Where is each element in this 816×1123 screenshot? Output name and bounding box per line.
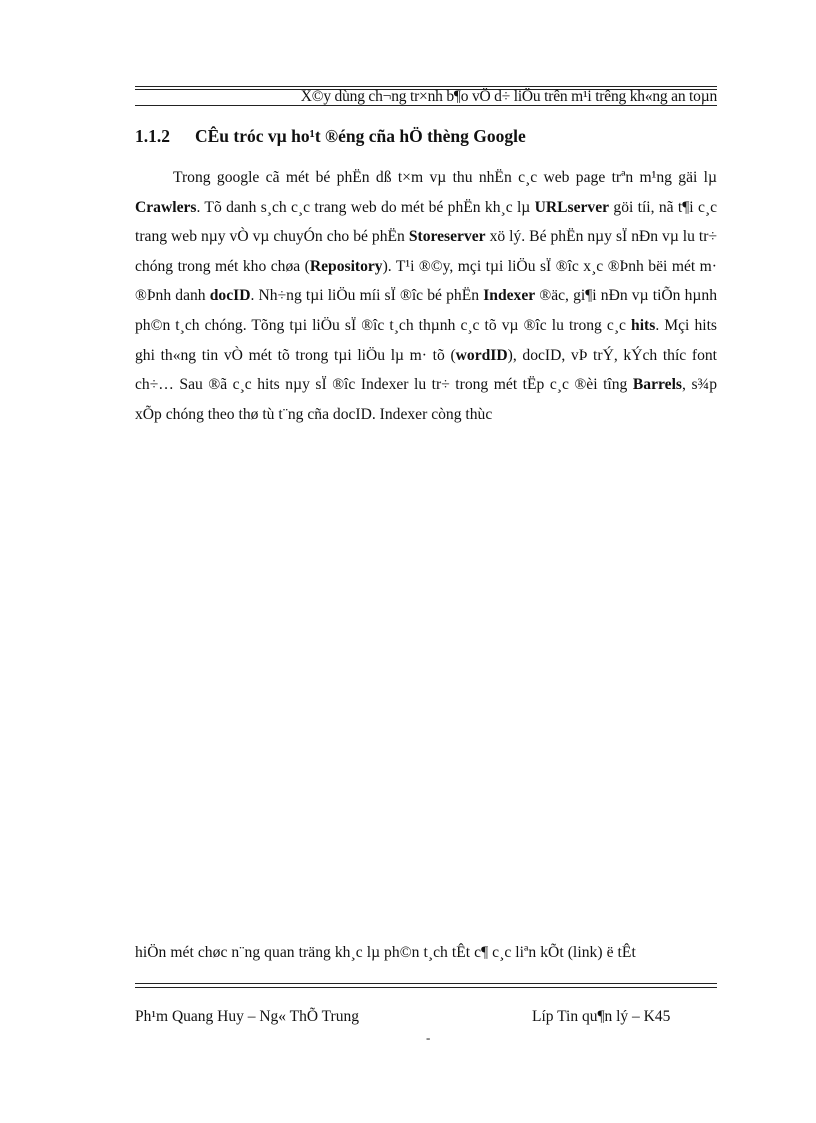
footer-authors: Ph¹m Quang Huy – Ng« ThÕ Trung xyxy=(135,1008,359,1025)
footer-rule-top xyxy=(135,983,717,984)
bold-term: Storeserver xyxy=(408,228,486,246)
text-run: . Nh÷ng tµi liÖu míi sÏ ®îc bé phËn xyxy=(250,287,484,305)
bold-term: docID xyxy=(209,287,251,305)
header-underline xyxy=(135,105,717,106)
bold-term: Repository xyxy=(309,257,383,275)
bold-term: hits xyxy=(631,316,656,334)
bold-term: URLserver xyxy=(534,198,610,216)
text-run: . Mçi hits ghi th«ng tin vÒ mét tõ trong tµi liÖu lµ m· tõ ( xyxy=(135,316,717,364)
page-number: - xyxy=(426,1030,431,1045)
text-run: Trong google cã mét bé phËn dß t×m vµ thu nhËn c¸c web page trªn m¹ng gäi lµ xyxy=(173,169,717,186)
body-paragraph xyxy=(135,163,717,429)
section-heading xyxy=(135,126,717,147)
text-run: xö lý. Bé phËn nµy sÏ nÐn vµ lu tr÷ chóng trong mét kho chøa ( xyxy=(135,228,717,275)
bold-term: Indexer xyxy=(483,287,536,305)
text-run: ®äc, gi¶i nÐn vµ tiÕn hµnh ph©n t¸ch chóng. Tõng tµi liÖu sÏ ®îc t¸ch thµnh c¸c tõ vµ ®îc lu trong c¸c xyxy=(135,287,717,334)
running-header: X©y dùng ch¬ng tr×nh b¶o vÖ d÷ liÖu trên m¹i trêng kh«ng an toµn xyxy=(300,88,717,105)
text-run: ), docID, vÞ trÝ, kÝch thíc font ch÷… Sau ®ã c¸c hits nµy sÏ ®îc Indexer lu tr÷ trong mét tËp c¸c ®èi tîng xyxy=(135,346,717,394)
footer-rule-bottom xyxy=(135,987,717,988)
section-title: CÊu tróc vµ ho¹t ®éng cña hÖ thèng Google xyxy=(195,126,526,146)
bold-term: Barrels xyxy=(632,376,682,394)
text-run: ). T¹i ®©y, mçi tµi liÖu sÏ ®îc x¸c ®Þnh bëi mét m· ®Þnh danh xyxy=(135,257,718,305)
footer-class: Líp Tin qu¶n lý – K45 xyxy=(532,1008,671,1025)
text-run: göi tíi, nã t¶i c¸c trang web nµy vÒ vµ chuyÓn cho bé phËn xyxy=(135,198,717,246)
text-run: . Tõ danh s¸ch c¸c trang web do mét bé phËn kh¸c lµ xyxy=(196,198,535,216)
bold-term: wordID xyxy=(455,346,508,364)
text-run: , s¾p xÕp chóng theo thø tù t¨ng cña docID. Indexer còng thùc xyxy=(135,376,717,423)
header-rule-top xyxy=(135,86,717,87)
section-number: 1.1.2 xyxy=(135,126,170,146)
bold-term: Crawlers xyxy=(135,198,197,216)
page-last-line: hiÖn mét chøc n¨ng quan träng kh¸c lµ ph©n t¸ch tÊt c¶ c¸c liªn kÕt (link) ë tÊt xyxy=(135,944,636,961)
